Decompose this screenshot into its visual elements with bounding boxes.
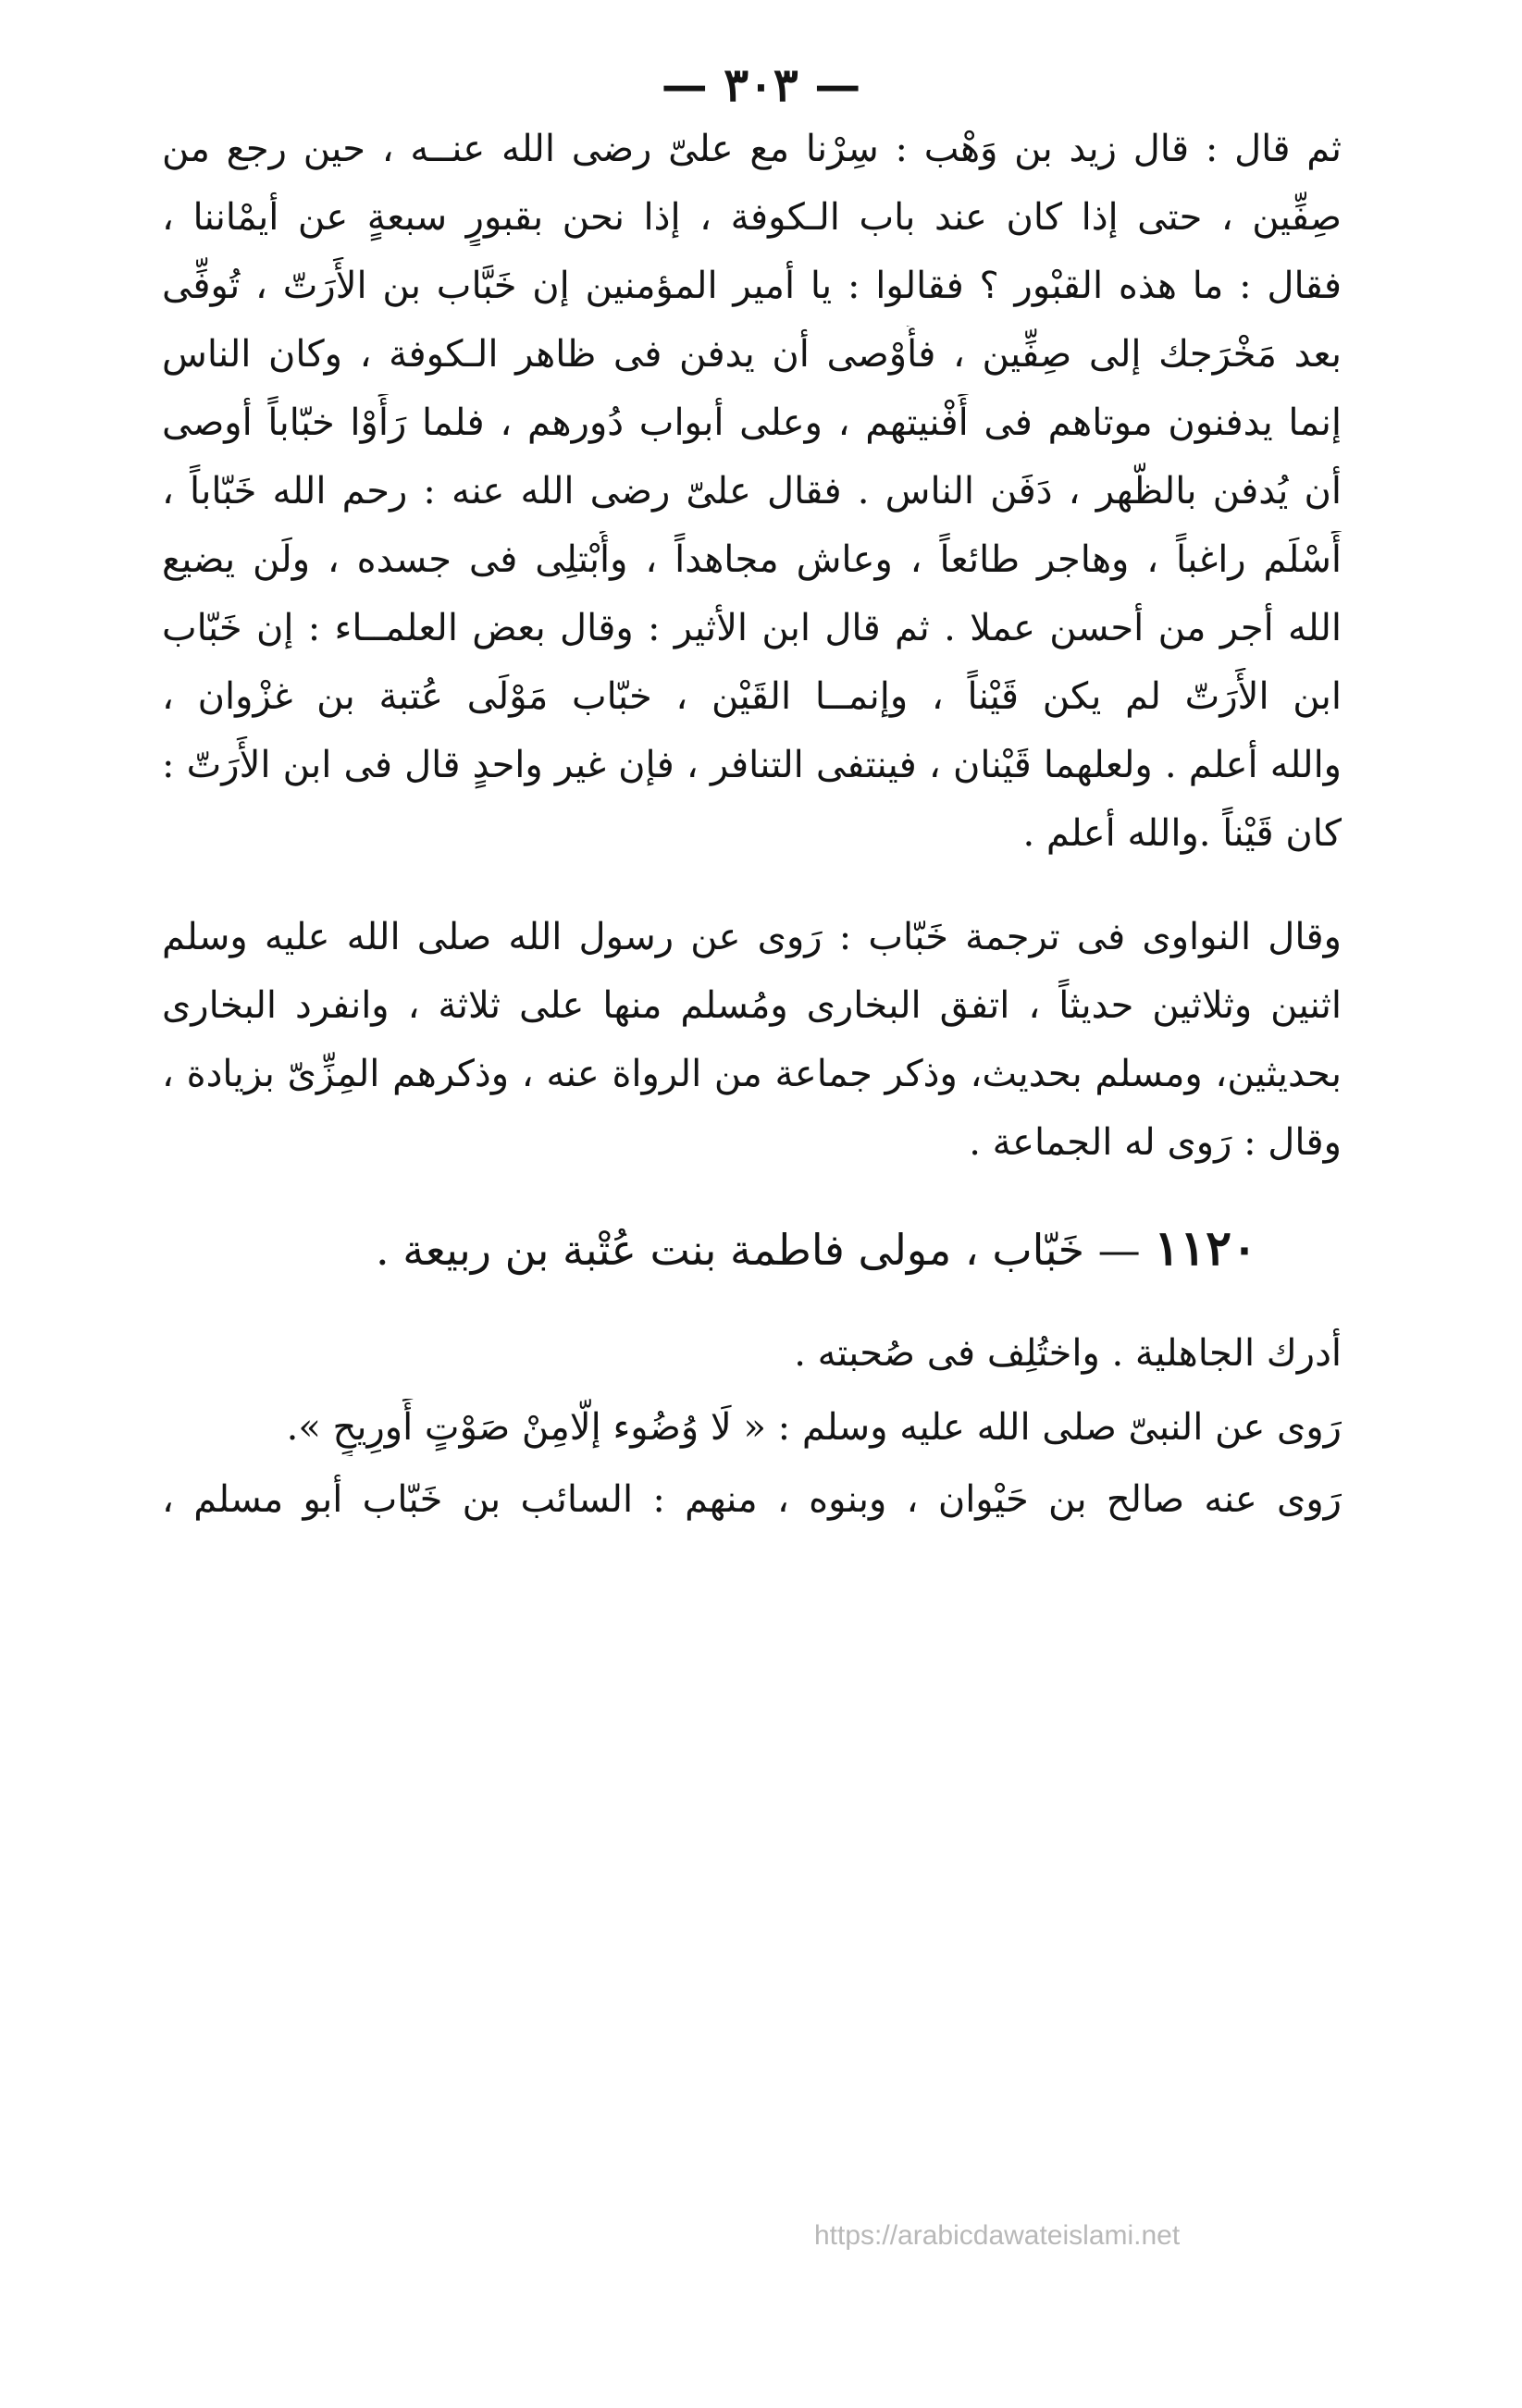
- paragraph-1-line-4: بعد مَخْرَجك إلى صِفِّين ، فأَوْصى أن يدفن فى ظاهر الـكوفة ، وكان الناس: [162, 333, 1342, 376]
- paragraph-1-line-2: صِفِّين ، حتى إذا كان عند باب الـكوفة ، إذا نحن بقبورٍ سبعةٍ عن أيمْاننا ،: [162, 196, 1342, 239]
- paragraph-2-line-3: بحديثين، ومسلم بحديث، وذكر جماعة من الرواة عنه ، وذكرهم المِزِّىّ بزيادة ،: [162, 1053, 1342, 1095]
- paragraph-1-line-3: فقال : ما هذه القبْور ؟ فقالوا : يا أمير المؤمنين إن خَبَّاب بن الأَرَتّ ، تُوفِّى: [162, 265, 1342, 307]
- paragraph-1-line-9: ابن الأَرَتّ لم يكن قَيْناً ، وإنمــا القَيْن ، خبّاب مَوْلَى عُتبة بن غزْوان ،: [162, 675, 1342, 718]
- entry-dash: —: [1097, 1225, 1141, 1275]
- paragraph-1-line-7: أَسْلَم راغباً ، وهاجر طائعاً ، وعاش مجاهداً ، وأُبْتلِى فى جسده ، ولَن يضيع: [162, 538, 1342, 581]
- entry-line-1: أدرك الجاهلية . واختُلِف فى صُحبته .: [794, 1332, 1342, 1375]
- page-number: — ٣٠٣ —: [661, 57, 861, 112]
- paragraph-1-line-5: إنما يدفنون موتاهم فى أَفْنيتهم ، وعلى أبواب دُورهم ، فلما رَأَوْا خبّاباً أوصى: [162, 401, 1342, 444]
- paragraph-1-line-1: ثم قال : قال زيد بن وَهْب : سِرْنا مع علىّ رضى الله عنــه ، حين رجع من: [162, 128, 1342, 170]
- paragraph-1-line-11: كان قَيْناً .والله أعلم .: [1022, 812, 1342, 855]
- watermark-url: https://arabicdawateislami.net: [814, 2220, 1181, 2251]
- paragraph-2-line-2: اثنين وثلاثين حديثاً ، اتفق البخارى ومُسلم منها على ثلاثة ، وانفرد البخارى: [162, 984, 1342, 1027]
- paragraph-2-line-4: وقال : رَوى له الجماعة .: [969, 1121, 1342, 1164]
- paragraph-1-line-6: أن يُدفن بالظّهر ، دَفَن الناس . فقال علىّ رضى الله عنه : رحم الله خَبّاباً ،: [162, 470, 1342, 512]
- entry-line-2: رَوى عن النبىّ صلى الله عليه وسلم : « لَا وُضُوء إلّامِنْ صَوْتٍ أَورِيحٍ ».: [286, 1406, 1342, 1449]
- entry-heading: [0, 1219, 1522, 1279]
- paragraph-2-line-1: وقال النواوى فى ترجمة خَبّاب : رَوى عن رسول الله صلى الله عليه وسلم: [162, 916, 1342, 958]
- paragraph-1-line-10: والله أعلم . ولعلهما قَيْنان ، فينتفى التنافر ، فإن غير واحدٍ قال فى ابن الأَرَتّ :: [162, 744, 1342, 786]
- entry-title: خَبّاب ، مولى فاطمة بنت عُتْبة بن ربيعة .: [376, 1225, 1085, 1275]
- paragraph-1-line-8: الله أجر من أحسن عملا . ثم قال ابن الأثير : وقال بعض العلمــاء : إن خَبّاب: [162, 607, 1342, 649]
- entry-line-3: رَوى عنه صالح بن حَيْوان ، وبنوه ، منهم : السائب بن خَبّاب أبو مسلم ،: [162, 1478, 1342, 1521]
- entry-number: ١١٢٠: [1154, 1220, 1257, 1277]
